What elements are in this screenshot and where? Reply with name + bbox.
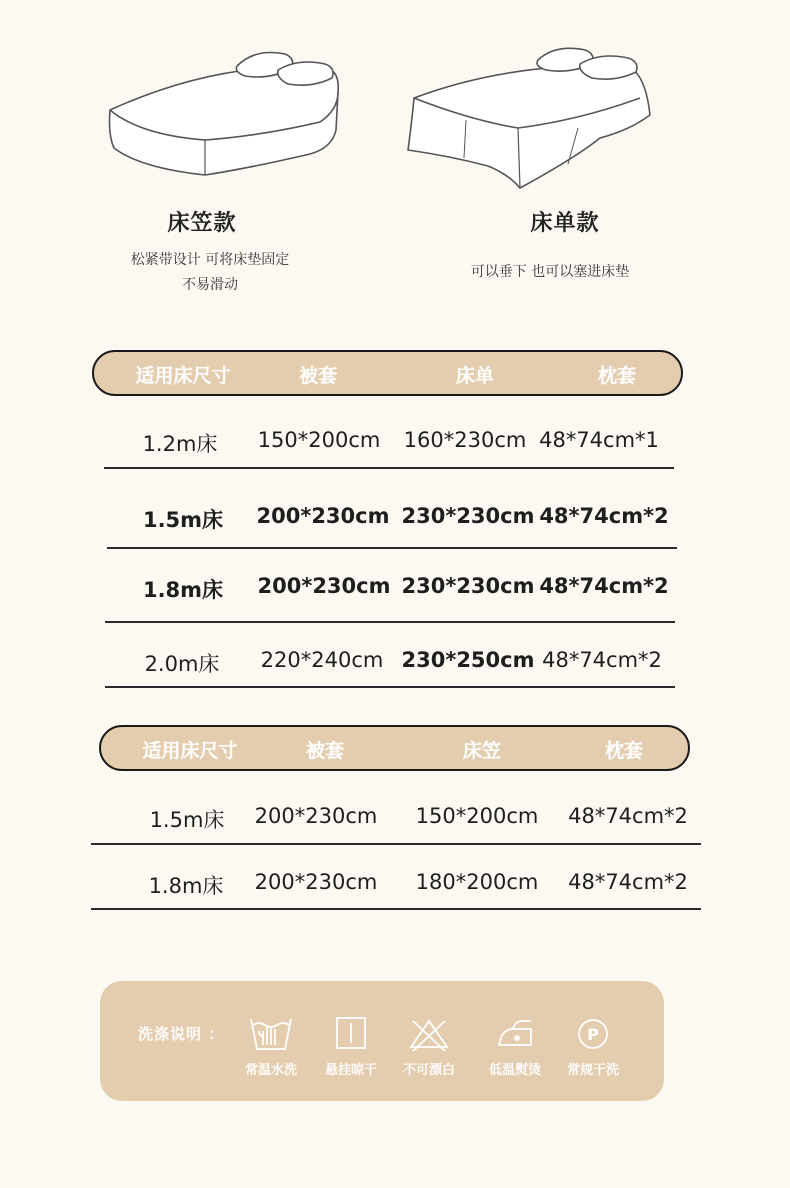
fitted-header-size: 适用床尺寸 bbox=[142, 740, 238, 762]
fitted-header-pillow: 枕套 bbox=[604, 740, 644, 762]
flat-desc-line-1: 可以垂下 也可以塞进床垫 bbox=[470, 264, 630, 280]
cell-sheet: 230*250cm bbox=[401, 648, 535, 672]
cell-pillow: 48*74cm*1 bbox=[539, 428, 659, 452]
sheet-header-size: 适用床尺寸 bbox=[135, 365, 231, 387]
row-divider bbox=[105, 621, 675, 623]
cell-pillow: 48*74cm*2 bbox=[539, 504, 669, 528]
sheet-header-pillow: 枕套 bbox=[597, 365, 637, 387]
cell-pillow: 48*74cm*2 bbox=[568, 870, 688, 894]
care-label-dry-clean: 常规干洗 bbox=[566, 1063, 619, 1078]
care-label-no-bleach: 不可漂白 bbox=[402, 1063, 455, 1078]
row-divider bbox=[91, 908, 701, 910]
cell-duvet: 150*200cm bbox=[257, 428, 381, 452]
care-item-dry-clean bbox=[555, 1015, 631, 1078]
flat-sheet-bed-icon bbox=[400, 40, 660, 195]
care-title: 洗涤说明 ： bbox=[138, 1025, 225, 1043]
care-item-low-iron bbox=[477, 1015, 553, 1078]
care-item-hand-wash bbox=[233, 1015, 309, 1078]
cell-duvet: 200*230cm bbox=[257, 574, 391, 598]
cell-pillow: 48*74cm*2 bbox=[542, 648, 662, 672]
cell-duvet: 200*230cm bbox=[256, 504, 390, 528]
fitted-desc-line-1: 松紧带设计 可将床垫固定 bbox=[130, 252, 290, 268]
svg-text:P: P bbox=[587, 1025, 599, 1044]
fitted-header-fitted: 床笠 bbox=[462, 740, 502, 762]
care-label-hand-wash: 常温水洗 bbox=[244, 1063, 297, 1078]
row-divider bbox=[107, 547, 677, 549]
hand-wash-icon bbox=[249, 1015, 293, 1053]
cell-size: 1.8m床 bbox=[142, 578, 224, 602]
cell-size: 1.8m床 bbox=[148, 874, 224, 898]
cell-sheet: 230*230cm bbox=[401, 504, 535, 528]
flat-style-title: 床单款 bbox=[530, 211, 600, 236]
no-bleach-icon bbox=[407, 1015, 451, 1053]
flat-style-desc bbox=[430, 260, 670, 285]
dry-clean-icon bbox=[571, 1015, 615, 1053]
care-label-hang-dry: 悬挂晾干 bbox=[324, 1063, 377, 1078]
fitted-style-desc bbox=[90, 248, 330, 298]
cell-duvet: 200*230cm bbox=[254, 870, 378, 894]
fitted-desc-line-2: 不易滑动 bbox=[182, 277, 238, 293]
sheet-table-header bbox=[92, 350, 683, 396]
cell-size: 1.2m床 bbox=[142, 432, 218, 456]
fitted-table-header bbox=[99, 725, 690, 771]
cell-pillow: 48*74cm*2 bbox=[568, 804, 688, 828]
cell-sheet: 160*230cm bbox=[403, 428, 527, 452]
cell-fitted: 150*200cm bbox=[415, 804, 539, 828]
cell-duvet: 220*240cm bbox=[260, 648, 384, 672]
low-iron-icon bbox=[493, 1015, 537, 1053]
cell-sheet: 230*230cm bbox=[401, 574, 535, 598]
care-item-no-bleach bbox=[391, 1015, 467, 1078]
cell-duvet: 200*230cm bbox=[254, 804, 378, 828]
row-divider bbox=[104, 467, 674, 469]
cell-size: 1.5m床 bbox=[142, 508, 224, 532]
cell-pillow: 48*74cm*2 bbox=[539, 574, 669, 598]
fitted-sheet-bed-icon bbox=[100, 40, 350, 190]
cell-size: 2.0m床 bbox=[144, 652, 220, 676]
sheet-header-duvet: 被套 bbox=[298, 365, 338, 387]
care-instructions-panel bbox=[100, 981, 664, 1101]
fitted-header-duvet: 被套 bbox=[305, 740, 345, 762]
sheet-header-sheet: 床单 bbox=[455, 365, 495, 387]
care-item-hang-dry bbox=[313, 1015, 389, 1078]
row-divider bbox=[105, 686, 675, 688]
fitted-style-title: 床笠款 bbox=[167, 211, 237, 236]
row-divider bbox=[91, 843, 701, 845]
cell-size: 1.5m床 bbox=[149, 808, 225, 832]
cell-fitted: 180*200cm bbox=[415, 870, 539, 894]
hang-dry-icon bbox=[329, 1015, 373, 1053]
care-label-low-iron: 低温熨烫 bbox=[488, 1063, 541, 1078]
